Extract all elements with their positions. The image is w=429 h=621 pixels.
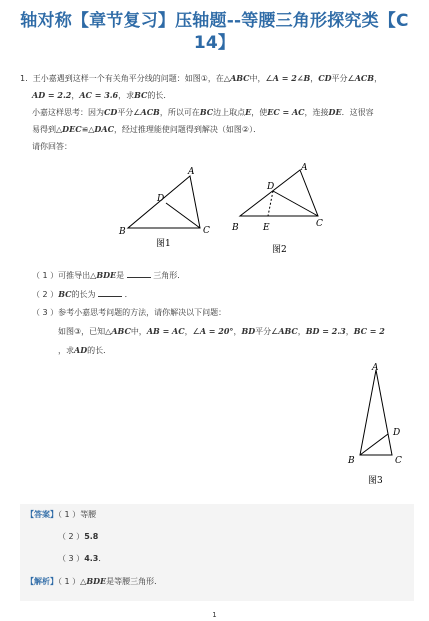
text: ， <box>310 74 319 83</box>
math: ABC <box>230 73 250 83</box>
text: ， <box>297 327 306 336</box>
math: ABC <box>111 326 131 336</box>
answer-line-3 <box>20 548 414 570</box>
text: 的长． <box>87 346 112 355</box>
fig3-caption: 图3 <box>368 476 383 486</box>
fig3-label-b: B <box>348 456 355 466</box>
question-intro <box>20 70 415 87</box>
blank-2[interactable] <box>98 288 122 297</box>
question-given-values <box>20 87 415 104</box>
text: （ 3 ） <box>58 554 85 563</box>
text: 是 <box>116 271 125 280</box>
math: CD <box>318 73 332 83</box>
math: CD <box>104 107 118 117</box>
answer-2: 5.8 <box>84 532 99 541</box>
figure-2 <box>228 160 338 258</box>
text: 中， <box>130 327 147 336</box>
fig2-label-d: D <box>267 182 275 192</box>
figure-3 <box>340 360 410 490</box>
analysis-line <box>20 570 414 593</box>
answer-tag: 【答案】 <box>26 510 58 519</box>
text: ． <box>98 554 107 563</box>
math: BD = 2.3 <box>305 326 346 336</box>
fig2-segment-de <box>268 191 273 216</box>
text: 小嘉这样思考：因为 <box>32 108 104 117</box>
text: ，求 <box>118 91 135 100</box>
title-line-2: 14】 <box>193 33 236 53</box>
part-1 <box>20 266 415 285</box>
text: 平分∠ <box>255 327 279 336</box>
text: 易得到△ <box>32 125 63 134</box>
math: BC <box>58 289 72 299</box>
math: BC <box>199 107 214 117</box>
part-3: （ 3 ）参考小嘉思考问题的方法，请你解决以下问题： <box>32 308 227 317</box>
text: 边上取点 <box>213 108 246 117</box>
text: 平分∠ <box>117 108 141 117</box>
text: 的长． <box>147 91 172 100</box>
text: 王小嘉遇到这样一个有关角平分线的问题：如图①，在△ <box>32 74 231 83</box>
fig2-label-a: A <box>301 163 308 173</box>
title-line-1: 轴对称【章节复习】压轴题--等腰三角形探究类【C <box>20 11 409 31</box>
text: （ 2 ） <box>32 290 59 299</box>
part-3-statement <box>20 322 415 341</box>
math: AD <box>74 345 88 355</box>
text: （ 2 ） <box>58 532 85 541</box>
text: ， <box>233 327 242 336</box>
text: ． <box>124 290 133 299</box>
math: AB = AC <box>146 326 185 336</box>
text: ．这很容 <box>341 108 374 117</box>
fig1-label-c: C <box>203 226 210 236</box>
fig3-label-d: D <box>393 428 401 438</box>
text: 中，∠ <box>249 74 273 83</box>
blank-1[interactable] <box>127 269 151 278</box>
text: ， <box>374 74 383 83</box>
question-hint <box>20 104 415 121</box>
question-hint-cont <box>20 121 415 138</box>
fig2-label-c: C <box>316 219 323 229</box>
math: A = 2∠B <box>272 73 311 83</box>
text: （ 1 ）△ <box>58 577 87 586</box>
question-parts <box>20 266 415 360</box>
analysis-tag: 【解析】 <box>26 577 58 586</box>
text: ，经过推理能使问题得到解决（如图②）． <box>113 125 262 134</box>
math: EC = AC <box>267 107 305 117</box>
fig1-label-d: D <box>157 194 165 204</box>
math: BC = 2 <box>353 326 385 336</box>
text: ≌△ <box>81 125 95 134</box>
fig2-label-b: B <box>232 223 239 233</box>
math: BD <box>241 326 256 336</box>
text: 的长为 <box>71 290 96 299</box>
fig3-bisector-bd <box>360 434 388 455</box>
fig2-bisector-cd <box>273 191 318 216</box>
math: DE <box>328 107 342 117</box>
answer-3: 4.3 <box>84 554 99 563</box>
question-number: 1. <box>20 74 28 83</box>
page-number: 1 <box>212 611 217 619</box>
text: ，使 <box>251 108 268 117</box>
text: ， <box>71 91 80 100</box>
text: 三角形． <box>153 271 186 280</box>
fig1-bisector-cd <box>166 203 200 228</box>
document-title <box>14 10 415 54</box>
fig3-triangle <box>360 370 392 455</box>
part-2 <box>20 285 415 304</box>
math: AD = 2.2 <box>32 90 72 100</box>
fig1-label-a: A <box>188 167 195 177</box>
fig3-label-a: A <box>372 363 379 373</box>
text: 如图③，已知△ <box>58 327 112 336</box>
figure-1 <box>110 160 220 250</box>
math: DEC <box>62 124 82 134</box>
math: E <box>245 107 252 117</box>
question-1 <box>20 70 415 155</box>
part-3-ask <box>20 341 415 360</box>
text: ， <box>345 327 354 336</box>
math: ACB <box>140 107 160 117</box>
math: AC = 3.6 <box>79 90 119 100</box>
answer-line-1 <box>20 504 414 526</box>
text: （ 1 ）可推导出△ <box>32 271 97 280</box>
math: DAC <box>94 124 114 134</box>
text: （ 1 ） <box>58 510 81 519</box>
math: A = 20° <box>199 326 234 336</box>
text: ，连接 <box>304 108 329 117</box>
math: BDE <box>86 576 107 586</box>
text: 是等腰三角形． <box>106 577 163 586</box>
text: 平分∠ <box>331 74 355 83</box>
text: ，求 <box>58 346 74 355</box>
math: BC <box>134 90 148 100</box>
fig1-label-b: B <box>119 227 126 237</box>
math: BDE <box>96 270 117 280</box>
text: ，∠ <box>184 327 200 336</box>
question-ask: 请你回答： <box>32 142 72 151</box>
math: ACB <box>354 73 375 83</box>
answer-line-2 <box>20 526 414 548</box>
fig3-label-c: C <box>395 456 402 466</box>
answer-1: 等腰 <box>80 510 97 519</box>
answer-box <box>20 504 414 601</box>
fig2-label-e: E <box>263 223 270 233</box>
fig1-caption: 图1 <box>156 239 171 249</box>
text: ，所以可在 <box>159 108 200 117</box>
fig2-caption: 图2 <box>272 245 287 255</box>
math: ABC <box>278 326 298 336</box>
